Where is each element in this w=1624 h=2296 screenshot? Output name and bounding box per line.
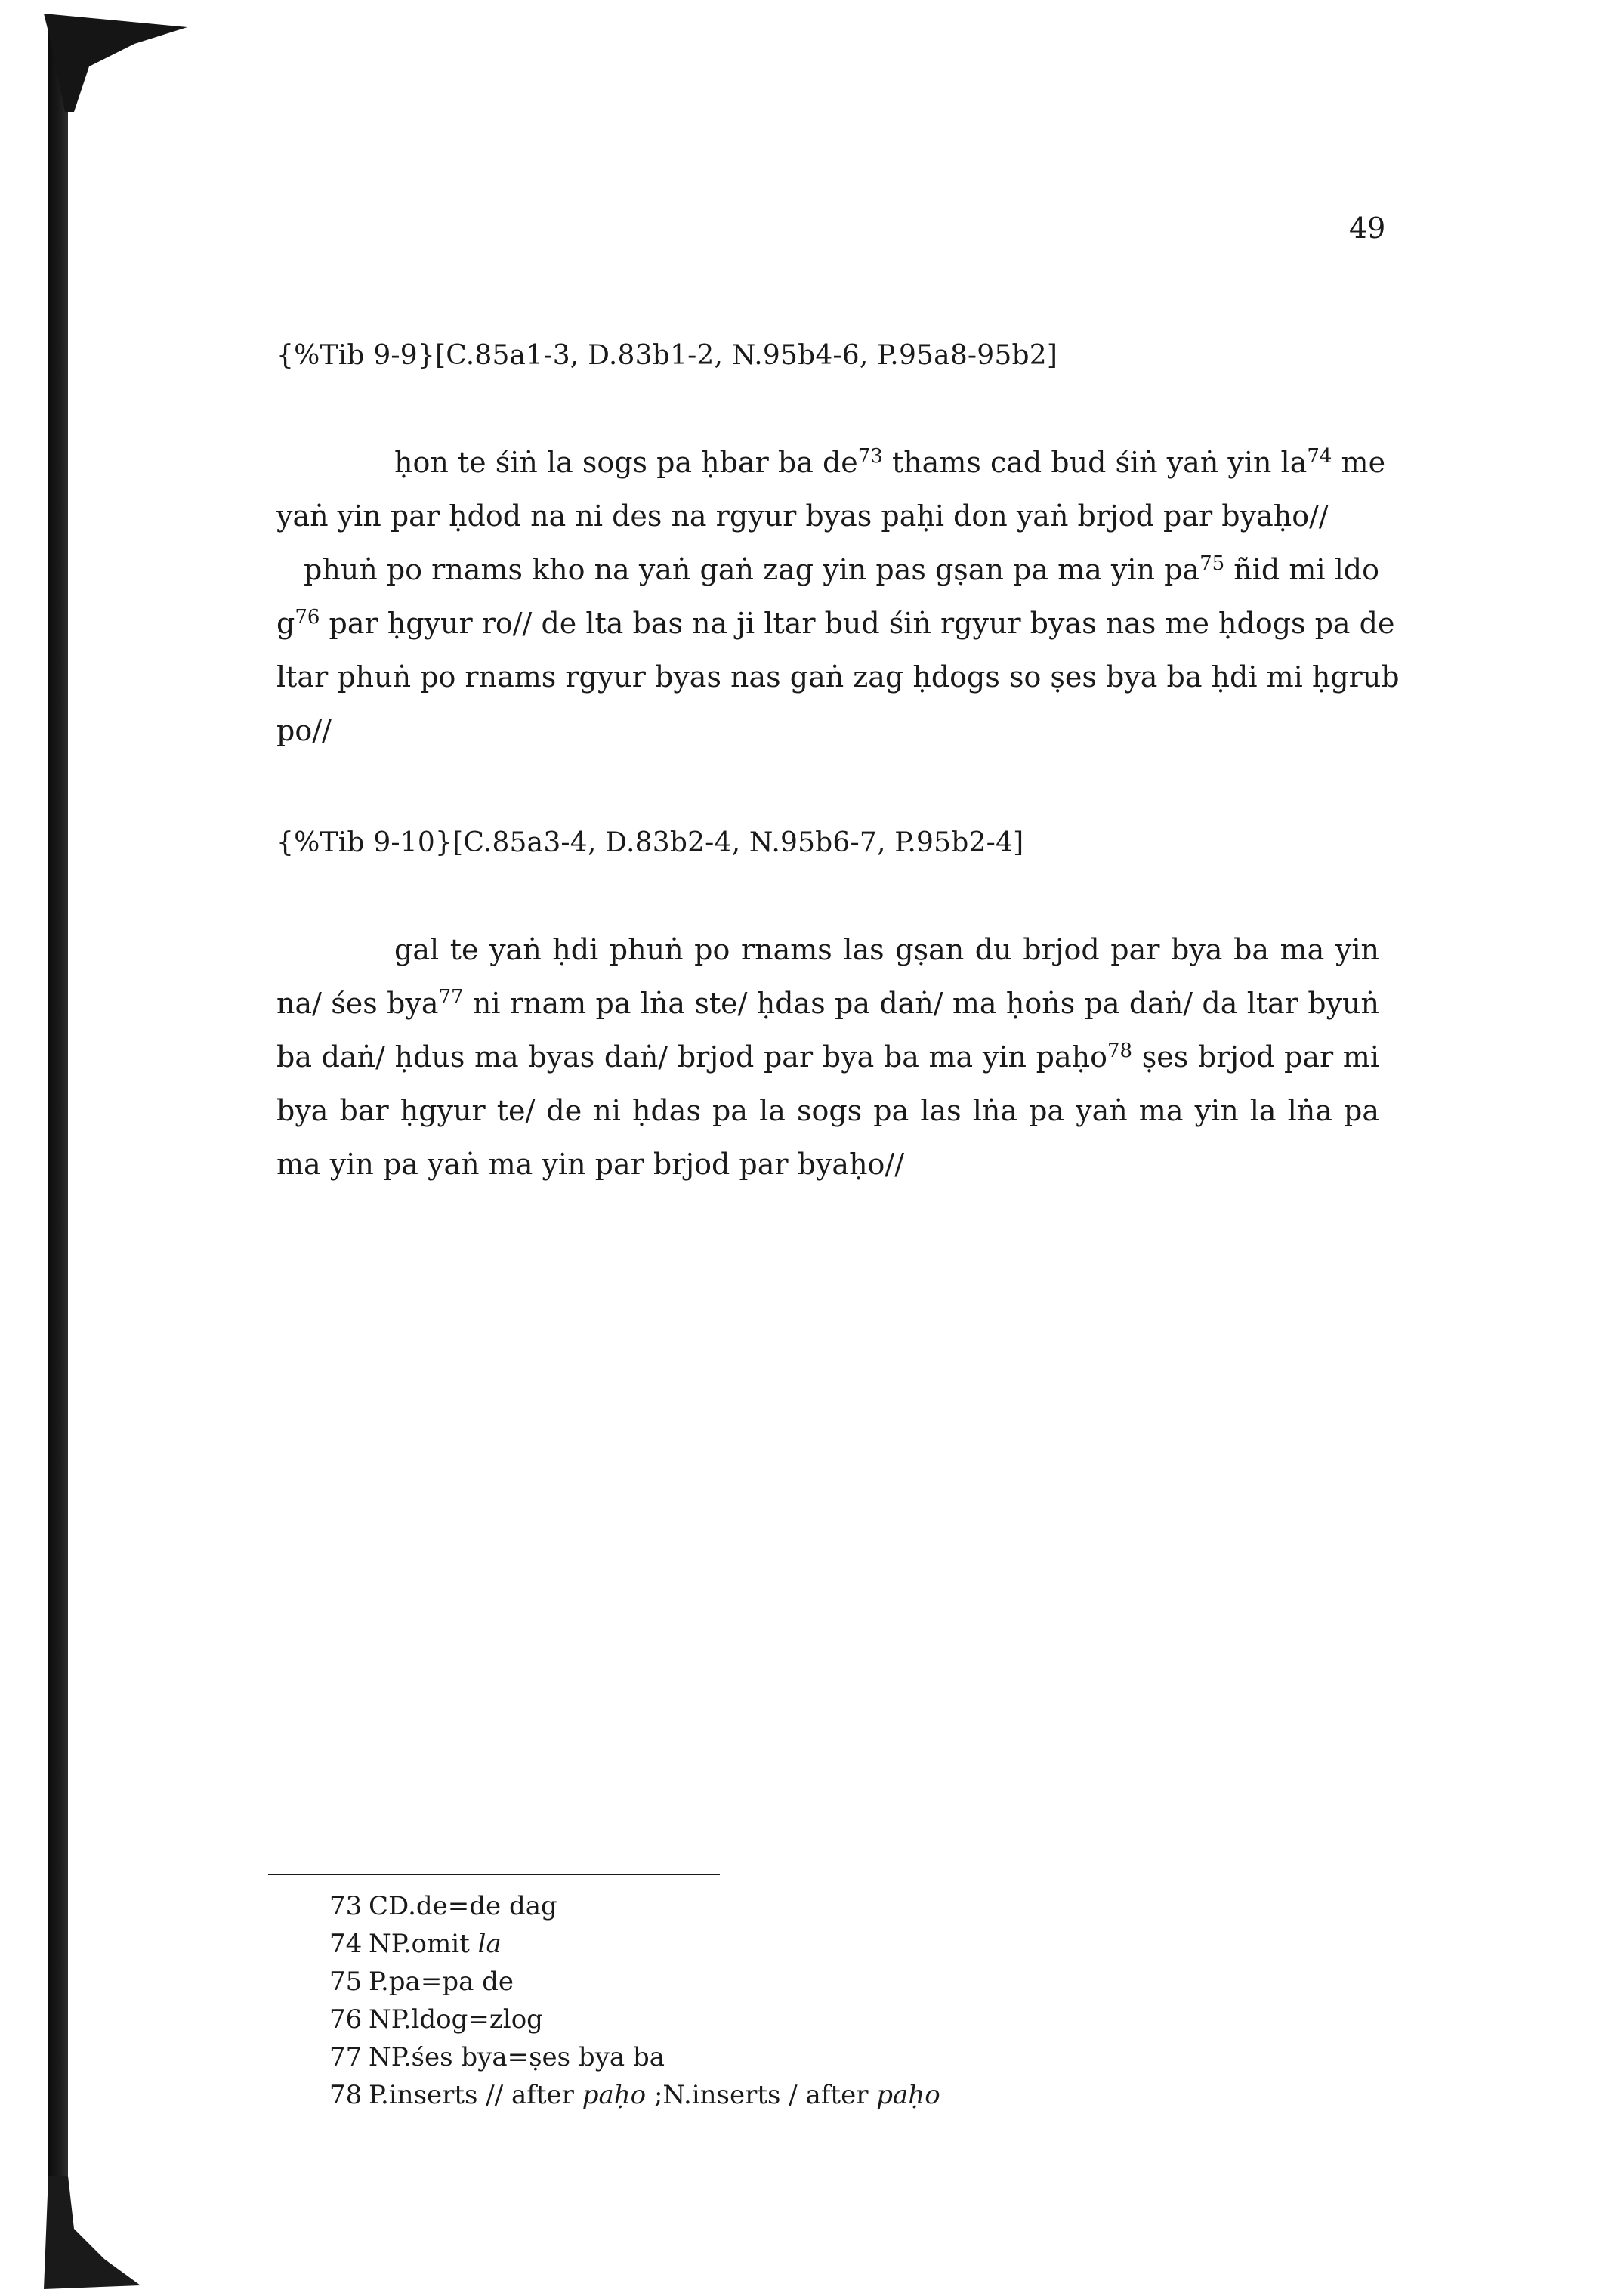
section-heading: {%Tib 9-9}[C.85a1-3, D.83b1-2, N.95b4-6, P.95a8-95b2]	[276, 340, 1058, 371]
text-line: ma yin pa yaṅ ma yin par brjod par byaḥo//	[276, 1148, 905, 1181]
footnote: 74 NP.omit la	[329, 1929, 502, 1959]
footnote-ref: 76	[295, 606, 320, 629]
text-line: ltar phuṅ po rnams rgyur byas nas gaṅ zag ḥdogs so ṣes bya ba ḥdi mi ḥgrub	[276, 660, 1400, 694]
footnote: 78 P.inserts // after paḥo ;N.inserts / after paḥo	[329, 2080, 940, 2110]
text-line: gal te yaṅ ḥdi phuṅ po rnams las gṣan du brjod par bya ba ma yin	[394, 933, 1379, 966]
footnote: 75 P.pa=pa de	[329, 1967, 514, 1997]
footnotes	[329, 1887, 940, 2114]
footnote-rule	[268, 1874, 720, 1875]
footnote-ref: 77	[438, 986, 464, 1009]
footnote-ref: 73	[857, 445, 883, 468]
text-line: ḥon te śiṅ la sogs pa ḥbar ba $de^{73}$ thams cad bud śiṅ yaṅ yin $la^{74}$ me	[394, 445, 1386, 479]
text-line: na/ śes bya$^{77}$ ni rnam pa lṅa ste/ ḥdas pa daṅ/ ma ḥoṅs pa daṅ/ da ltar byuṅ	[276, 986, 1379, 1020]
paragraph	[276, 923, 1379, 1191]
section-heading: {%Tib 9-10}[C.85a3-4, D.83b2-4, N.95b6-7, P.95b2-4]	[276, 827, 1024, 858]
footnote: 76 NP.ldog=zlog	[329, 2004, 543, 2035]
binding-shadow	[48, 27, 68, 2279]
text-line: yaṅ yin par ḥdod na ni des na rgyur byas paḥi don yaṅ brjod par byaḥo//	[276, 499, 1329, 533]
text-line: ba daṅ/ ḥdus ma byas daṅ/ brjod par bya ba ma yin paḥo$^{78}$ ṣes brjod par mi	[276, 1040, 1379, 1074]
binding-corner-bottom	[44, 2176, 142, 2289]
text-line: po//	[276, 714, 332, 747]
text-line: $g^{76}$ par ḥgyur ro// de lta bas na ji ltar bud śiṅ rgyur byas nas me ḥdogs pa de	[276, 606, 1395, 640]
footnote: 73 CD.de=de dag	[329, 1891, 557, 1921]
text-line: bya bar ḥgyur te/ de ni ḥdas pa la sogs pa las lṅa pa yaṅ ma yin la lṅa pa	[276, 1094, 1379, 1127]
binding-corner-top	[44, 14, 187, 112]
footnote-ref: 74	[1307, 445, 1332, 468]
page-number: 49	[1349, 212, 1386, 245]
footnote-ref: 78	[1107, 1040, 1133, 1062]
footnote: 77 NP.śes bya=ṣes bya ba	[329, 2042, 665, 2072]
text-line: phuṅ po rnams kho na yaṅ gaṅ zag yin pas gṣan pa ma yin $pa^{75}$ ñid mi ldo	[304, 552, 1380, 586]
footnote-ref: 75	[1199, 552, 1225, 575]
paragraph	[276, 436, 1400, 758]
